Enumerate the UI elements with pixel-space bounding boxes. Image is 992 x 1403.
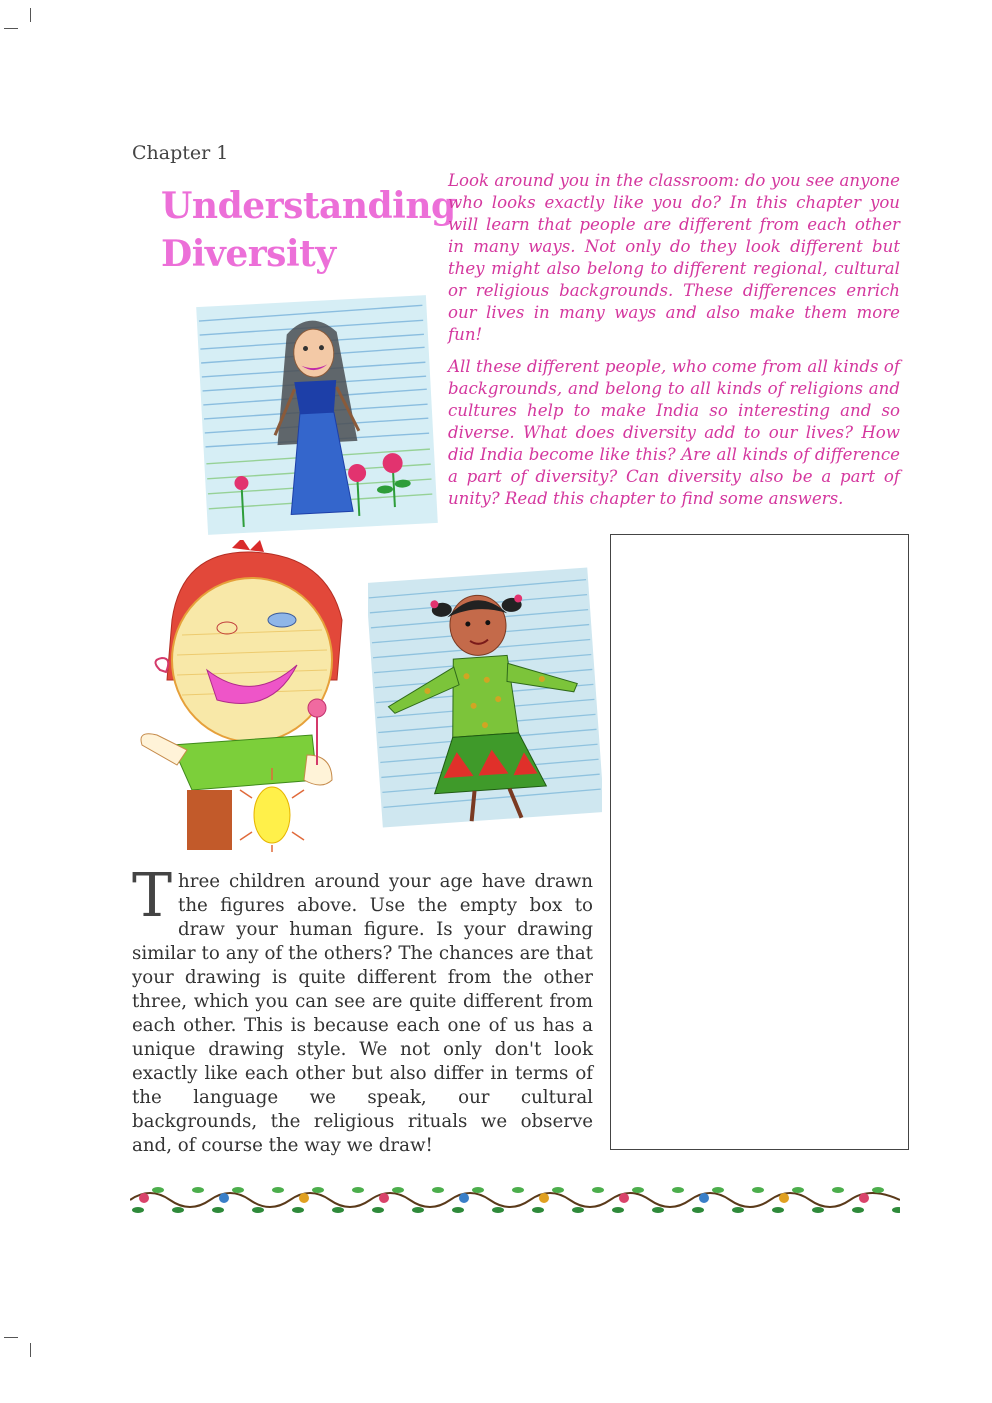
crop-mark bbox=[30, 1343, 31, 1357]
border-leaf bbox=[172, 1207, 184, 1213]
border-flower bbox=[699, 1193, 709, 1203]
decorative-floral-border bbox=[130, 1178, 900, 1222]
border-flower bbox=[459, 1193, 469, 1203]
empty-drawing-box[interactable] bbox=[610, 534, 909, 1150]
border-flower bbox=[859, 1193, 869, 1203]
child-drawing-red-hair-face bbox=[132, 540, 362, 855]
crop-mark bbox=[4, 28, 18, 29]
border-leaf bbox=[832, 1187, 844, 1193]
border-leaf bbox=[732, 1207, 744, 1213]
border-leaf bbox=[812, 1207, 824, 1213]
border-leaf bbox=[792, 1187, 804, 1193]
border-leaf bbox=[552, 1187, 564, 1193]
title-line-2: Diversity bbox=[161, 233, 336, 275]
crop-mark bbox=[30, 8, 31, 22]
border-flower bbox=[619, 1193, 629, 1203]
border-leaf bbox=[472, 1187, 484, 1193]
border-leaf bbox=[712, 1187, 724, 1193]
border-leaf bbox=[232, 1187, 244, 1193]
page-title bbox=[161, 182, 456, 278]
border-leaf bbox=[372, 1207, 384, 1213]
border-leaf bbox=[672, 1187, 684, 1193]
border-leaf bbox=[272, 1187, 284, 1193]
border-leaf bbox=[692, 1207, 704, 1213]
border-leaf bbox=[412, 1207, 424, 1213]
border-leaf bbox=[652, 1207, 664, 1213]
border-leaf bbox=[612, 1207, 624, 1213]
border-flower bbox=[219, 1193, 229, 1203]
border-leaf bbox=[572, 1207, 584, 1213]
border-leaf bbox=[592, 1187, 604, 1193]
border-flower bbox=[539, 1193, 549, 1203]
border-leaf bbox=[332, 1207, 344, 1213]
border-leaf bbox=[852, 1207, 864, 1213]
body-paragraph bbox=[132, 861, 593, 1158]
border-leaf bbox=[772, 1207, 784, 1213]
border-leaf bbox=[252, 1207, 264, 1213]
border-leaf bbox=[192, 1187, 204, 1193]
border-leaf bbox=[492, 1207, 504, 1213]
border-leaf bbox=[432, 1187, 444, 1193]
border-leaf bbox=[352, 1187, 364, 1193]
border-leaf bbox=[752, 1187, 764, 1193]
border-flower bbox=[779, 1193, 789, 1203]
border-leaf bbox=[392, 1187, 404, 1193]
border-leaf bbox=[292, 1207, 304, 1213]
intro-text bbox=[448, 170, 900, 520]
border-leaf bbox=[312, 1187, 324, 1193]
border-flower bbox=[379, 1193, 389, 1203]
border-leaf bbox=[512, 1187, 524, 1193]
border-leaf bbox=[152, 1187, 164, 1193]
chapter-label: Chapter 1 bbox=[132, 142, 229, 164]
border-leaf bbox=[872, 1187, 884, 1193]
child-drawing-girl-blue-dress bbox=[196, 293, 438, 537]
drop-cap: T bbox=[132, 861, 173, 931]
border-leaf bbox=[132, 1207, 144, 1213]
intro-paragraph: Look around you in the classroom: do you see anyone who looks exactly like you do? In this chapter you will learn that people are different from each other in many ways. Not only do they look different but they might also belong to different regional, cultural or religious backgrounds. These differences enrich our lives in many ways and also make them more fun! bbox=[448, 171, 900, 344]
crop-mark bbox=[4, 1337, 18, 1338]
child-drawing-girl-pigtails bbox=[368, 565, 602, 830]
border-flower bbox=[139, 1193, 149, 1203]
body-paragraph-text: hree children around your age have drawn the figures above. Use the empty box to draw your human figure. Is your drawing similar to any of the others? The chances are that your drawing is quite different from the other three, which you can see are quite different from each other. This is because each one of us has a unique drawing style. We not only don't look exactly like each other but also differ in terms of the language we speak, our cultural backgrounds, the religious rituals we observe and, of course the way we draw! bbox=[132, 871, 593, 1156]
border-leaf bbox=[532, 1207, 544, 1213]
border-leaf bbox=[632, 1187, 644, 1193]
border-flower bbox=[299, 1193, 309, 1203]
title-line-1: Understanding bbox=[161, 185, 456, 227]
border-leaf bbox=[212, 1207, 224, 1213]
border-leaf bbox=[452, 1207, 464, 1213]
border-leaf bbox=[892, 1207, 900, 1213]
intro-paragraph: All these different people, who come from all kinds of backgrounds, and belong to all kinds of religions and cultures help to make India so interesting and so diverse. What does diversity add to our lives? How did India become like this? Are all kinds of difference a part of diversity? Can diversity also be a part of unity? Read this chapter to find some answers. bbox=[448, 357, 900, 508]
